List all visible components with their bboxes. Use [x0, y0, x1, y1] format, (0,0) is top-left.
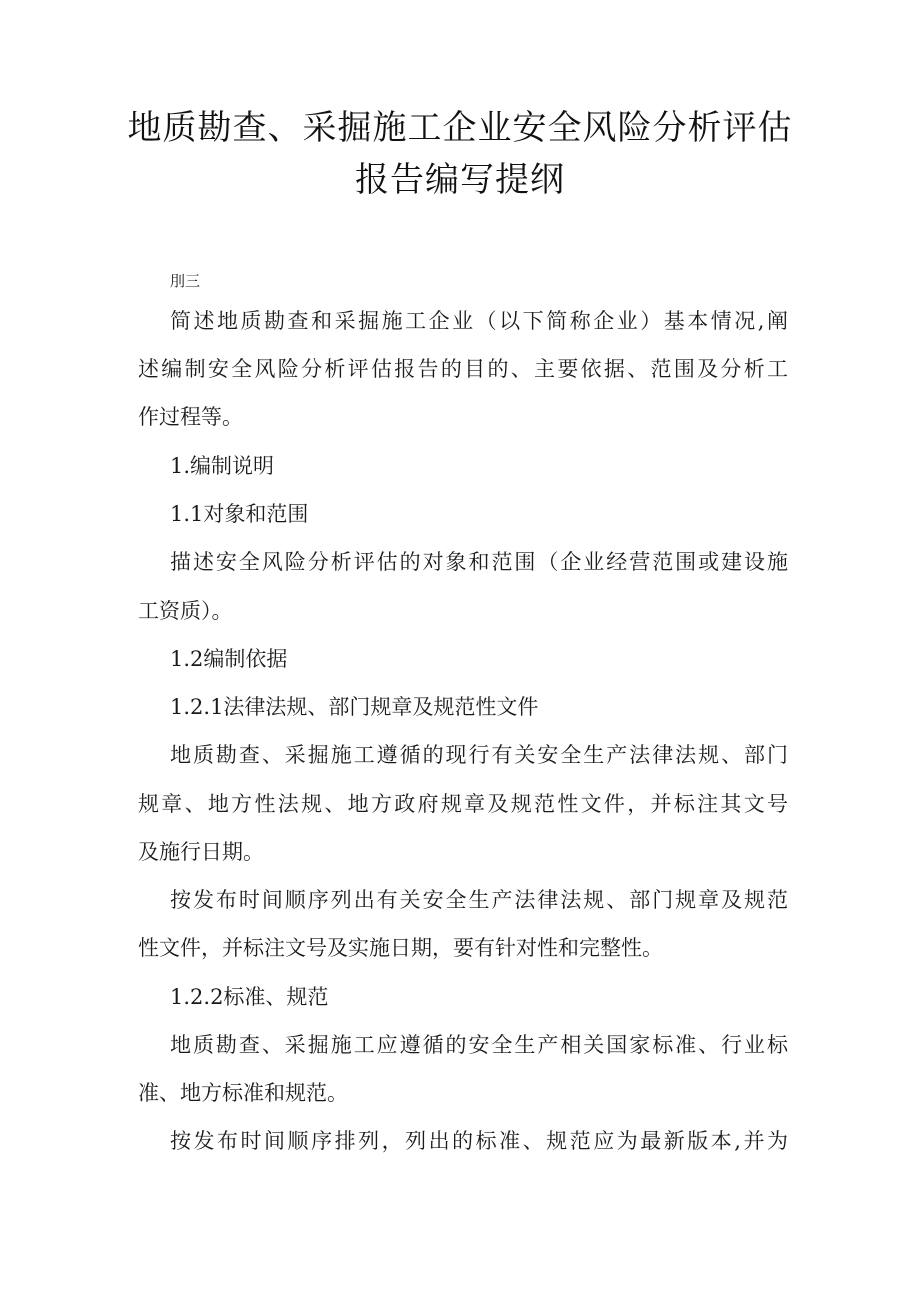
body-line: 按发布时间顺序排列，列出的标准、规范应为最新版本,并为	[170, 1129, 788, 1153]
body-line: 述编制安全风险分析评估报告的目的、主要依据、范围及分析工	[138, 357, 788, 381]
body-line: 简述地质勘查和采掘施工企业（以下简称企业）基本情况,阐	[170, 309, 788, 333]
body-line: 工资质）。	[138, 599, 233, 623]
section-heading-1-2-2: 1.2.2标准、规范	[170, 985, 329, 1009]
document-title-line-2: 报告编写提纲	[355, 160, 565, 200]
section-heading-1-1: 1.1对象和范围	[170, 502, 309, 526]
section-heading-1-2-1: 1.2.1法律法规、部门规章及规范性文件	[170, 695, 539, 719]
body-line: 及施行日期。	[138, 840, 264, 864]
body-line: 规章、地方性法规、地方政府规章及规范性文件，并标注其文号	[138, 792, 788, 816]
document-title-line-1: 地质勘查、采掘施工企业安全风险分析评估	[127, 108, 793, 148]
body-line: 性文件，并标注文号及实施日期，要有针对性和完整性。	[138, 936, 663, 960]
section-heading-1-2: 1.2编制依据	[170, 647, 288, 671]
preface-label: 刖三	[170, 272, 201, 290]
section-heading-1: 1.编制说明	[170, 454, 275, 478]
body-line: 描述安全风险分析评估的对象和范围（企业经营范围或建设施	[170, 550, 788, 574]
body-line: 准、地方标准和规范。	[138, 1081, 348, 1105]
body-line: 地质勘查、采掘施工遵循的现行有关安全生产法律法规、部门	[170, 743, 788, 767]
body-line: 按发布时间顺序列出有关安全生产法律法规、部门规章及规范	[170, 888, 788, 912]
body-line: 地质勘查、采掘施工应遵循的安全生产相关国家标准、行业标	[170, 1033, 788, 1057]
body-line: 作过程等。	[138, 405, 243, 429]
